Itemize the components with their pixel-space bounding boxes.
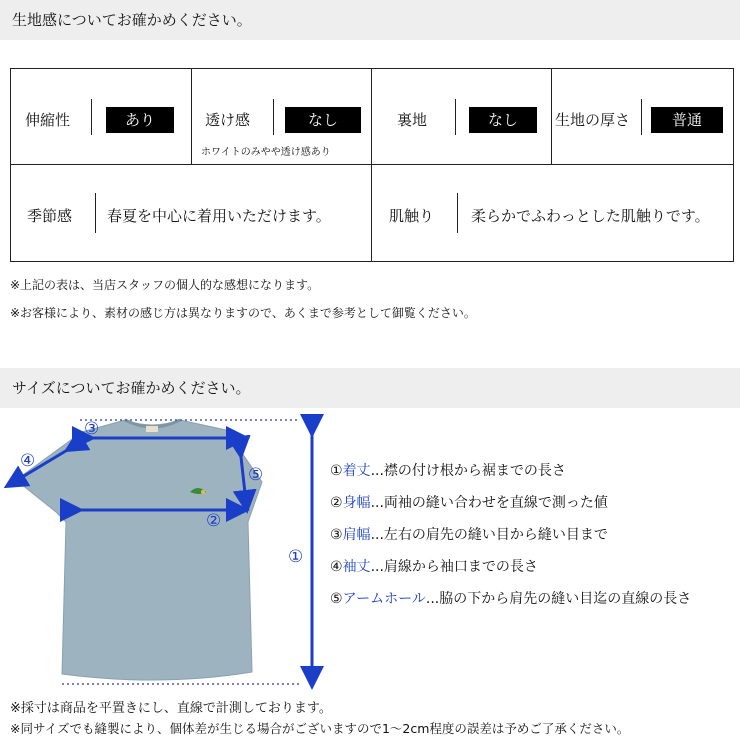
cell-separator	[95, 193, 96, 233]
label-lining: 裏地	[397, 111, 428, 129]
measurement-term: 着丈	[342, 463, 371, 479]
value-texture: 柔らかでふわっとした肌触りです。	[471, 207, 710, 225]
marker-5: ⑤	[248, 465, 264, 485]
measurement-desc: ...襟の付け根から裾までの長さ	[370, 463, 566, 479]
cell-separator	[457, 193, 458, 233]
marker-3: ③	[84, 419, 100, 439]
marker-1: ①	[288, 547, 304, 567]
value-thickness: 普通	[651, 107, 723, 133]
fabric-note-1: ※上記の表は、当店スタッフの個人的な感想になります。	[10, 278, 320, 292]
table-col-divider	[191, 69, 192, 164]
sheerness-note: ホワイトのみやや透け感あり	[201, 147, 331, 158]
measurement-item	[330, 588, 691, 608]
fabric-note-2: ※お客様により、素材の感じ方は異なりますので、あくまで参考として御覧ください。	[10, 306, 476, 320]
label-thickness: 生地の厚さ	[555, 111, 631, 129]
size-note-1: ※採寸は商品を平置きにし、直線で計測しております。	[10, 701, 332, 716]
measurement-num: ①	[330, 463, 343, 479]
table-col-divider	[371, 69, 372, 262]
marker-4: ④	[20, 451, 36, 471]
measurement-item	[330, 460, 566, 480]
label-texture: 肌触り	[389, 207, 435, 225]
measurement-item	[330, 524, 608, 544]
tag	[146, 426, 158, 432]
fabric-table	[10, 68, 734, 262]
measurement-num: ③	[330, 527, 343, 543]
measurement-desc: ...両袖の縫い合わせを直線で測った値	[370, 495, 608, 511]
label-season: 季節感	[27, 207, 73, 225]
size-section-title: サイズについてお確かめください。	[0, 368, 740, 408]
measurement-term: 身幅	[342, 495, 371, 511]
measurement-desc: ...左右の肩先の縫い目から縫い目まで	[370, 527, 608, 543]
measurement-item	[330, 492, 608, 512]
measurement-term: 袖丈	[342, 559, 371, 575]
label-stretch: 伸縮性	[25, 111, 71, 129]
value-lining: なし	[469, 107, 537, 133]
tshirt-size-diagram	[0, 412, 330, 702]
measurement-desc: ...脇の下から肩先の縫い目迄の直線の長さ	[425, 591, 692, 607]
table-col-divider	[551, 69, 552, 164]
measurement-term: 肩幅	[342, 527, 371, 543]
marker-2: ②	[206, 511, 222, 531]
size-note-2: ※同サイズでも縫製により、個体差が生じる場合がございますので1～2cm程度の誤差は予めご了承ください。	[10, 721, 630, 736]
measurement-item	[330, 556, 538, 576]
measurement-num: ④	[330, 559, 343, 575]
value-sheerness: なし	[285, 107, 361, 133]
measurement-num: ⑤	[330, 591, 343, 607]
cell-separator	[273, 99, 274, 135]
fabric-section-title: 生地感についてお確かめください。	[0, 0, 740, 40]
value-stretch: あり	[106, 107, 174, 133]
measurement-num: ②	[330, 495, 343, 511]
table-row-divider	[11, 164, 733, 165]
value-season: 春夏を中心に着用いただけます。	[107, 207, 331, 225]
measurement-desc: ...肩線から袖口までの長さ	[370, 559, 538, 575]
cell-separator	[641, 99, 642, 135]
cell-separator	[91, 99, 92, 135]
label-sheerness: 透け感	[205, 111, 251, 129]
cell-separator	[455, 99, 456, 135]
measurement-term: アームホール	[342, 591, 426, 607]
